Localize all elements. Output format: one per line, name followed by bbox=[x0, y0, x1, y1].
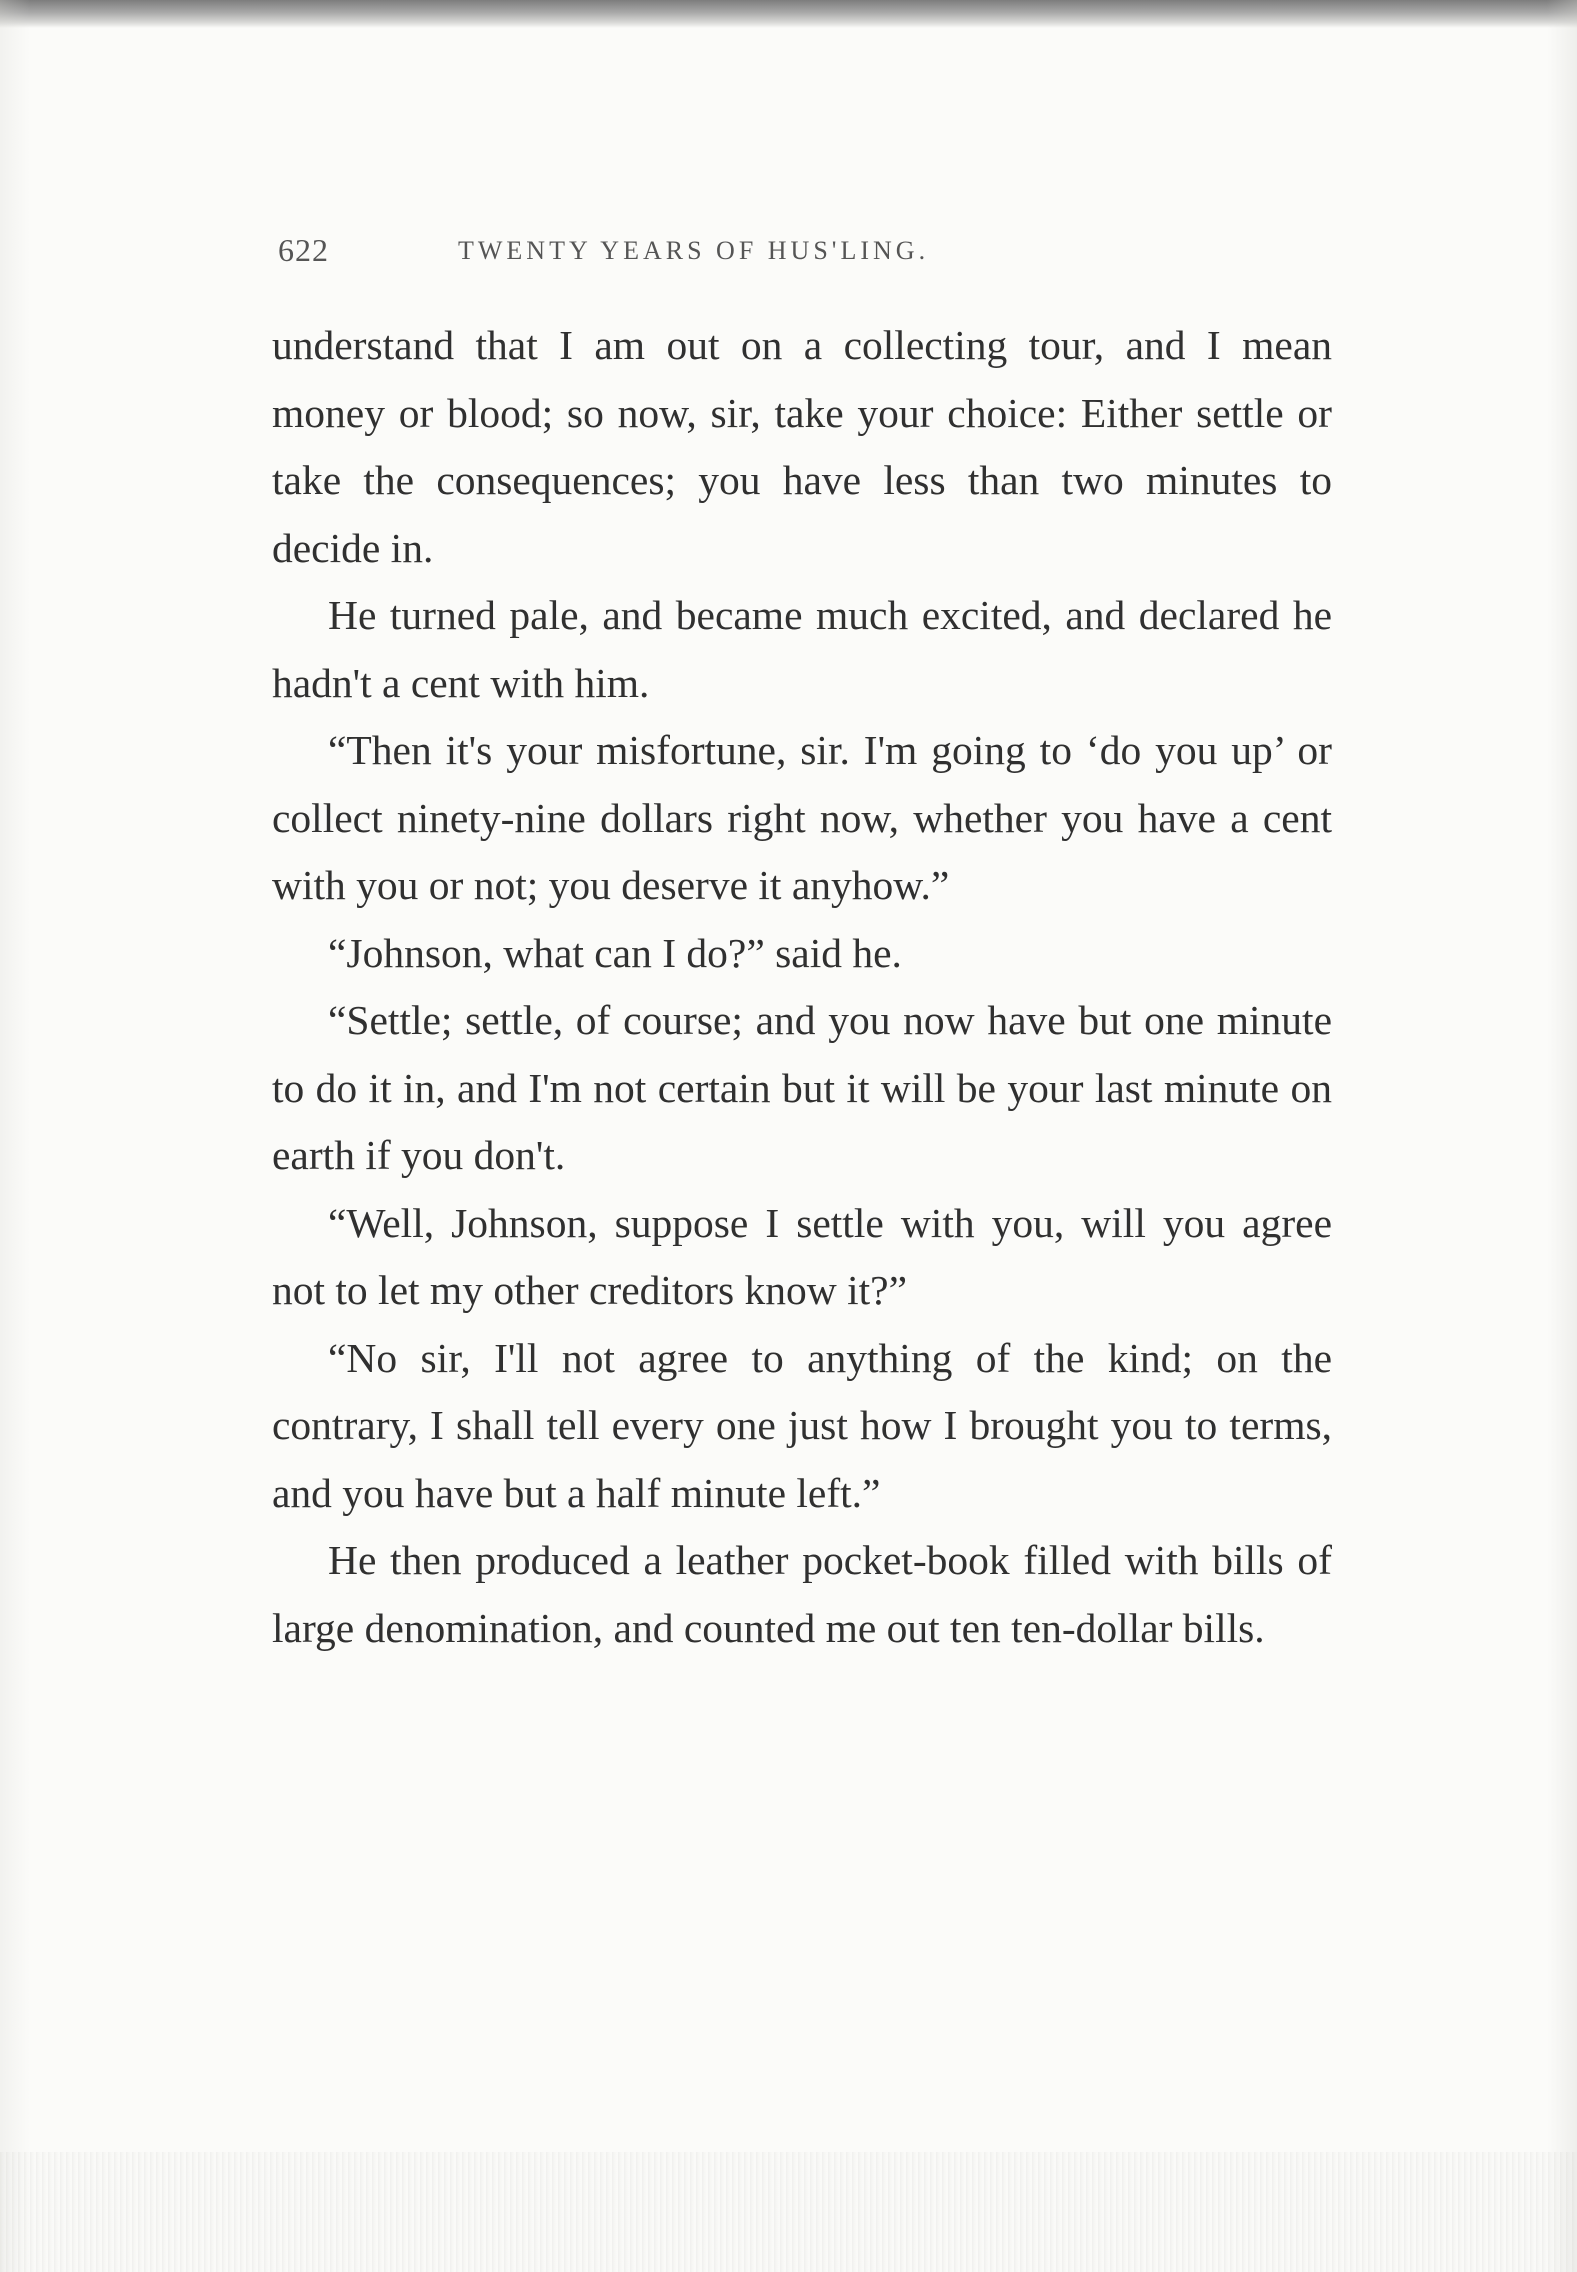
page-header bbox=[278, 232, 1338, 272]
page-right-edge-shadow bbox=[1547, 0, 1577, 2272]
paragraph-continued: understand that I am out on a collecting tour, and I mean money or blood; so now, sir, take your choice: Either settle or take the consequences; you have less than two minutes to decide in. bbox=[272, 322, 1332, 571]
page-number: 622 bbox=[278, 232, 329, 268]
paragraph: “No sir, I'll not agree to anything of the kind; on the contrary, I shall tell every one just how I brought you to terms, and you have but a half minute left.” bbox=[272, 1334, 1332, 1516]
page-bottom-edge-texture bbox=[0, 2152, 1577, 2272]
paragraph: “Settle; settle, of course; and you now have but one minute to do it in, and I'm not certain but it will be your last minute on earth if you don't. bbox=[272, 997, 1332, 1178]
paragraph: “Then it's your misfortune, sir. I'm going to ‘do you up’ or collect ninety-nine dollars right now, whether you have a cent with you or not; you deserve it anyhow.” bbox=[272, 727, 1332, 908]
body-text bbox=[272, 312, 1332, 1662]
page-left-edge-shadow bbox=[0, 0, 30, 2272]
page-top-edge-shadow bbox=[0, 0, 1577, 28]
running-head: TWENTY YEARS OF HUS'LING. bbox=[458, 236, 930, 265]
paragraph: He then produced a leather pocket-book filled with bills of large denomination, and counted me out ten ten-dollar bills. bbox=[272, 1537, 1332, 1651]
paragraph: He turned pale, and became much excited, and declared he hadn't a cent with him. bbox=[272, 592, 1332, 706]
paragraph: “Johnson, what can I do?” said he. bbox=[328, 929, 902, 976]
paragraph: “Well, Johnson, suppose I settle with you, will you agree not to let my other creditors know it?” bbox=[272, 1199, 1332, 1313]
